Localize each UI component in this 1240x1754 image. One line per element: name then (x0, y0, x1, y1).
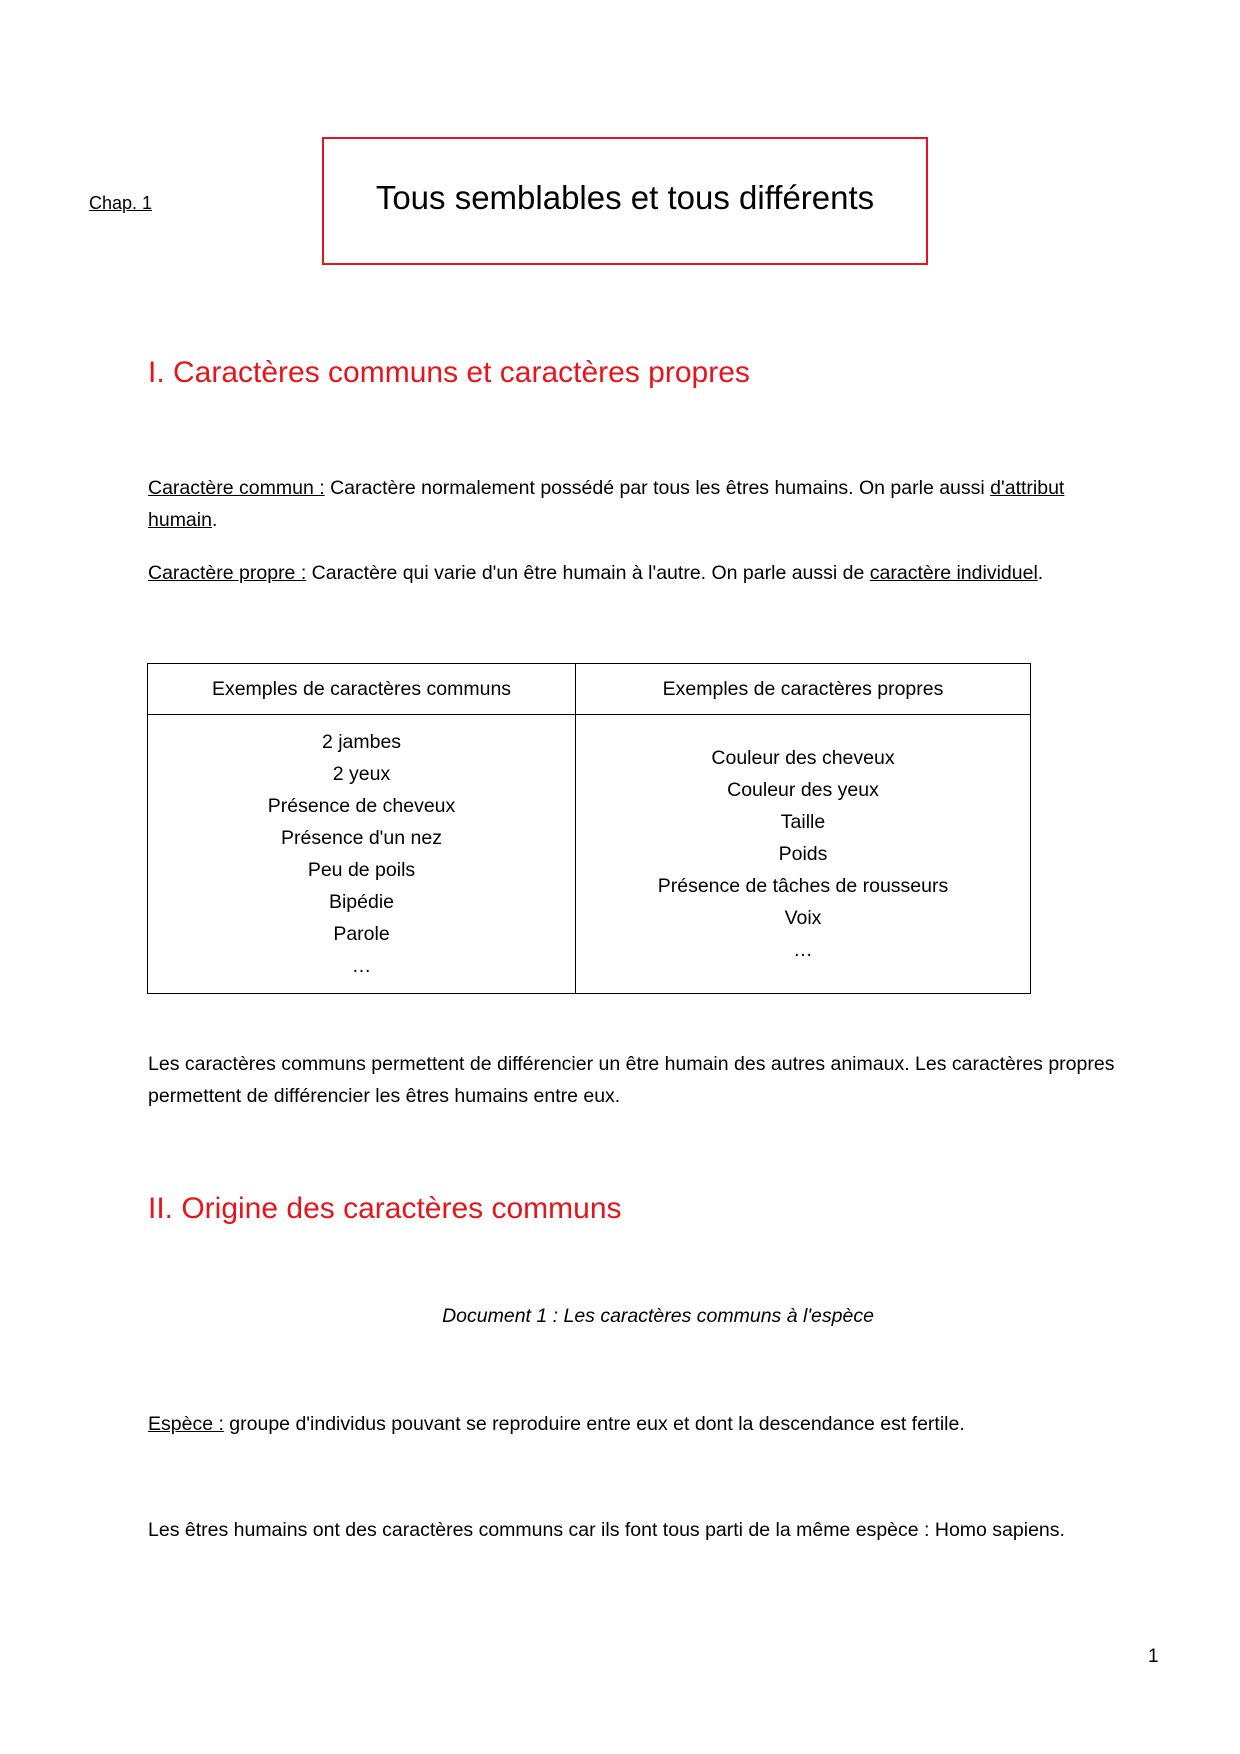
definition-term: Espèce : (148, 1413, 224, 1435)
definition-text: groupe d'individus pouvant se reproduire entre eux et dont la descendance est fertile. (223, 1413, 965, 1435)
list-item: Voix (784, 907, 822, 929)
table-header-row (148, 664, 1031, 715)
list-item: Présence de tâches de rousseurs (657, 875, 949, 897)
list-item: Taille (780, 811, 826, 833)
list-item: Présence de cheveux (267, 795, 456, 817)
definition-caractere-commun (148, 472, 1138, 536)
list-item: … (793, 939, 813, 961)
list-item: 2 yeux (332, 763, 391, 785)
section-1-conclusion: Les caractères communs permettent de différencier un être humain des autres animaux. Les caractères propres permettent de différencier les êtres humains entre eux. (148, 1053, 1115, 1107)
definition-keyword: d'attribut humain (148, 477, 1065, 531)
list-item: Couleur des yeux (727, 779, 879, 801)
definition-espece (148, 1408, 1138, 1440)
definition-caractere-propre (148, 557, 1138, 589)
definition-keyword: caractère individuel (869, 562, 1038, 584)
definition-text: Caractère normalement possédé par tous les êtres humains. On parle aussi (324, 477, 991, 499)
definition-term: Caractère commun : (148, 477, 325, 499)
list-item: Peu de poils (307, 859, 416, 881)
section-2-title: II. Origine des caractères communs (148, 1192, 622, 1225)
cell-propres (576, 715, 1031, 994)
list-item: Couleur des cheveux (711, 747, 895, 769)
cell-communs (148, 715, 576, 994)
page-title: Tous semblables et tous différents (375, 179, 875, 216)
list-item: Parole (333, 923, 390, 945)
list-item: Bipédie (328, 891, 395, 913)
list-item: 2 jambes (321, 731, 402, 753)
examples-table (147, 663, 1031, 994)
table-row (148, 715, 1031, 994)
page-number: 1 (1148, 1646, 1159, 1667)
header-propres: Exemples de caractères propres (576, 664, 1031, 715)
definition-end: . (211, 509, 218, 531)
definition-end: . (1037, 562, 1044, 584)
section-2-conclusion: Les êtres humains ont des caractères communs car ils font tous parti de la même espèce : Homo sapiens. (148, 1519, 1065, 1541)
document-caption: Document 1 : Les caractères communs à l'espèce (442, 1305, 874, 1327)
list-item: Poids (778, 843, 828, 865)
chapter-label: Chap. 1 (89, 193, 153, 213)
list-item: … (351, 955, 372, 977)
section-1-title: I. Caractères communs et caractères propres (148, 356, 750, 389)
title-box (322, 137, 928, 265)
definition-text: Caractère qui varie d'un être humain à l'autre. On parle aussi de (306, 562, 870, 584)
header-communs: Exemples de caractères communs (148, 664, 576, 715)
list-item: Présence d'un nez (281, 827, 442, 849)
definition-term: Caractère propre : (148, 562, 307, 584)
